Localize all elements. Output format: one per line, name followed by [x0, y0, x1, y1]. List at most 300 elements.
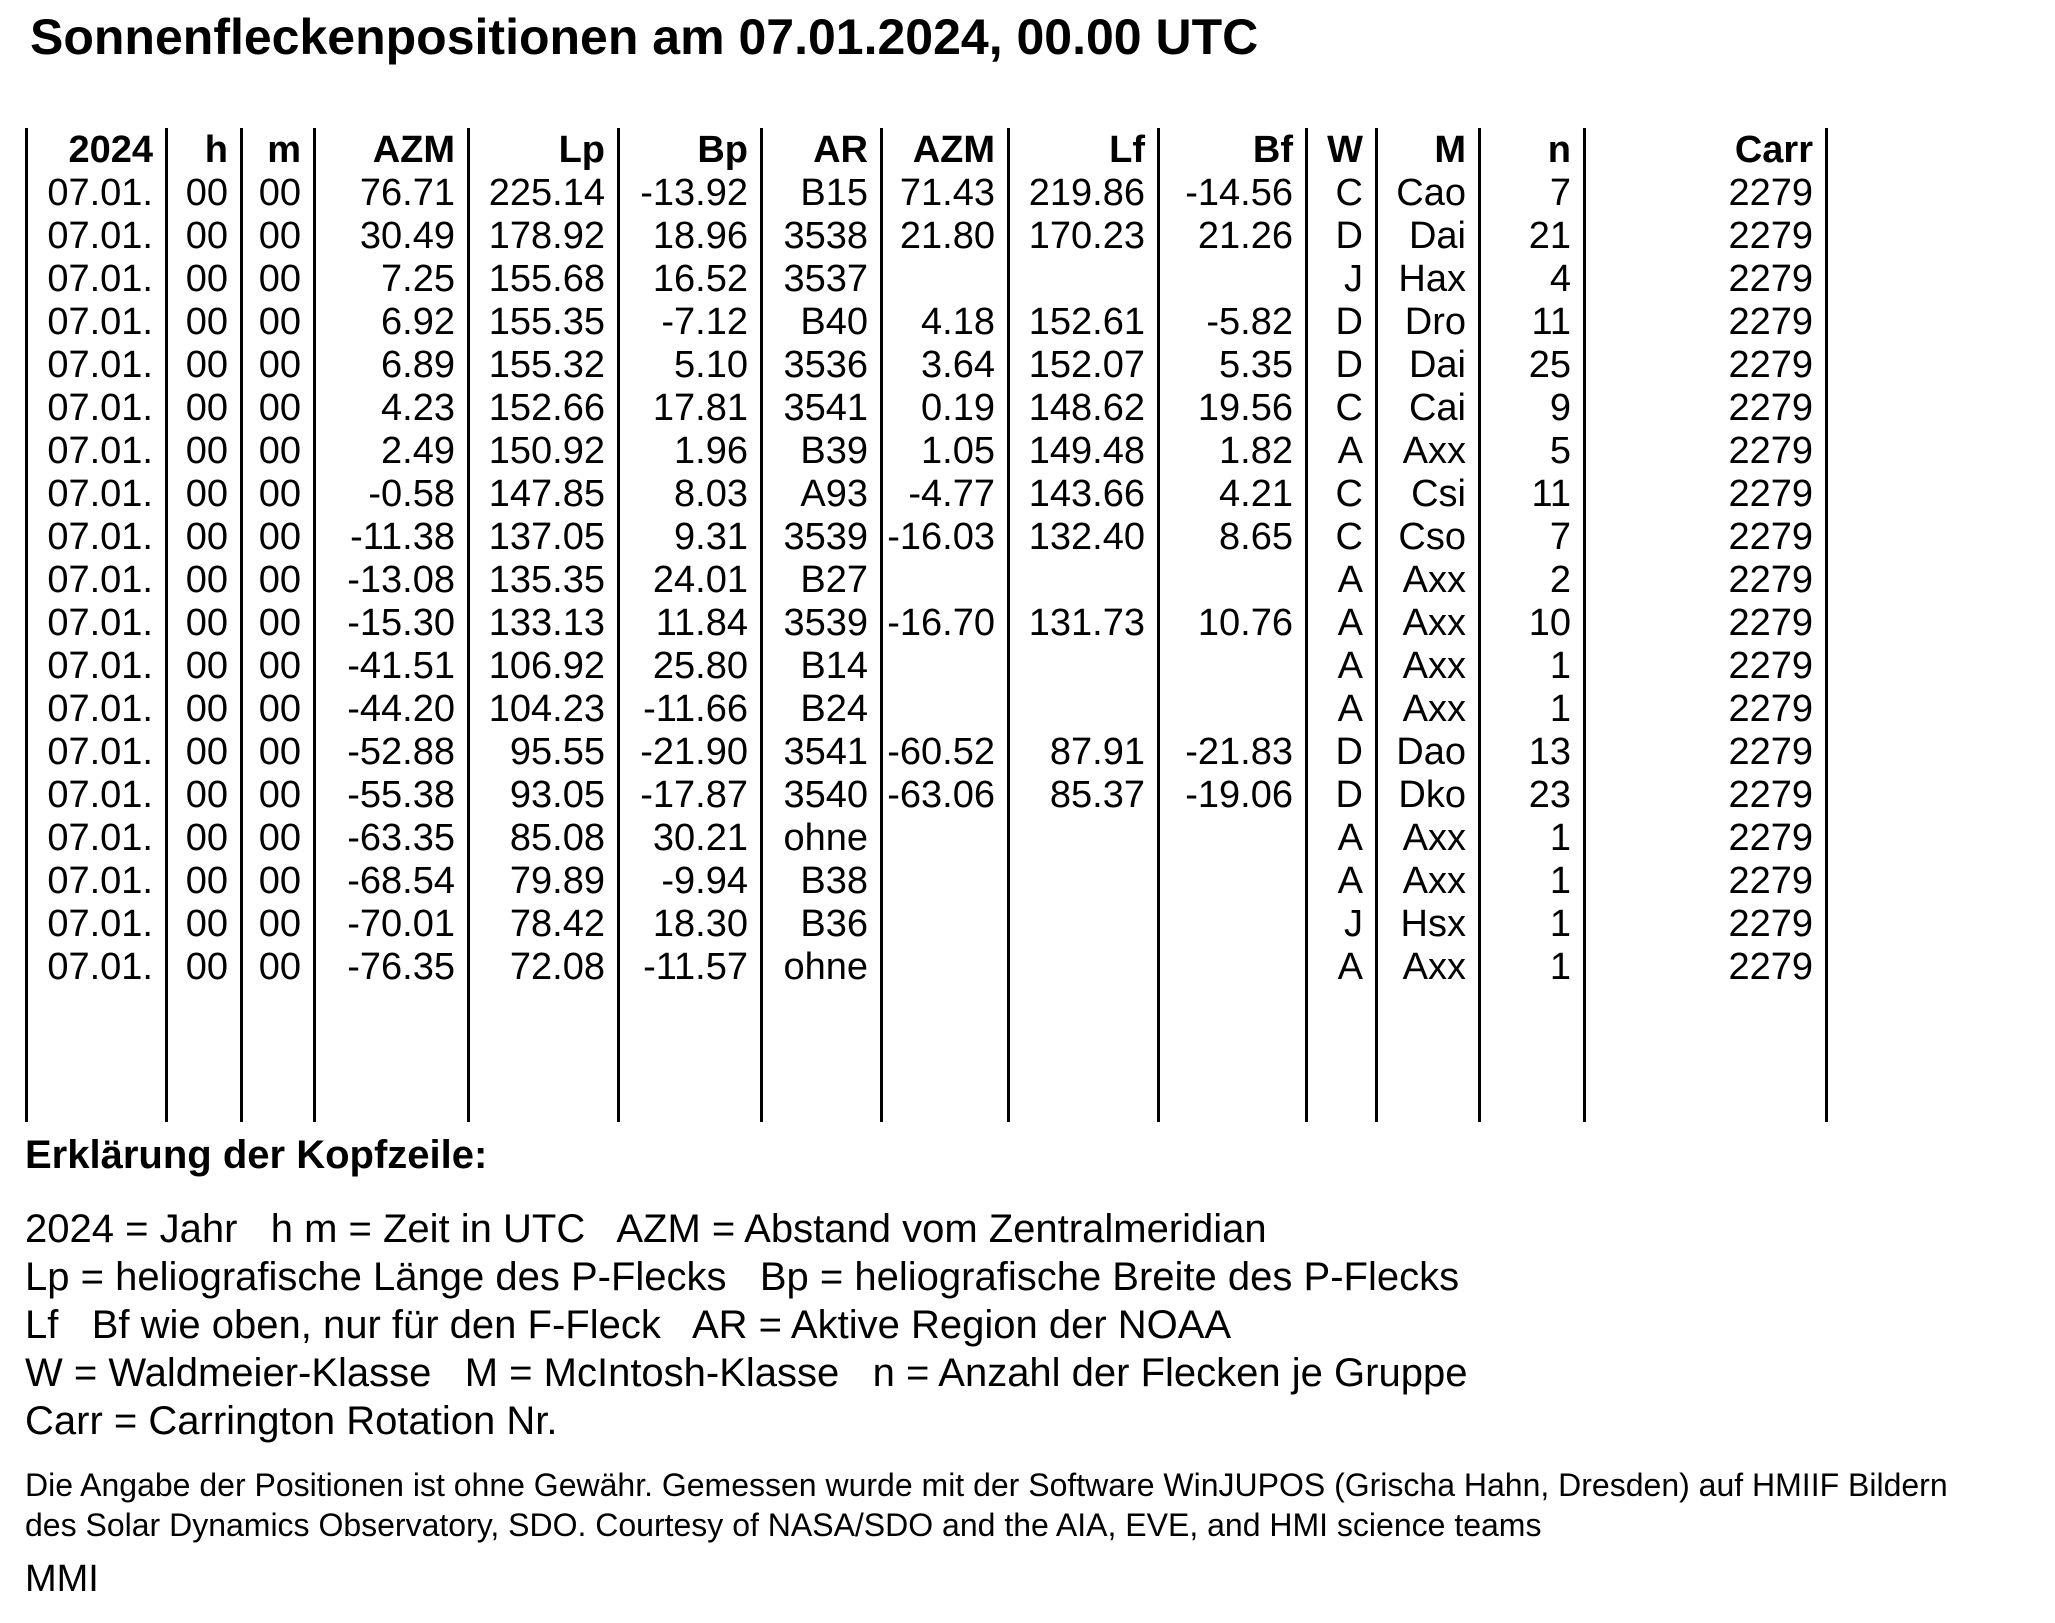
table-cell: 1: [1480, 903, 1585, 946]
table-cell: 00: [167, 946, 242, 989]
table-cell: 148.62: [1009, 387, 1159, 430]
column-header-lf: Lf: [1009, 128, 1159, 172]
table-cell: 00: [242, 731, 315, 774]
table-cell: 00: [167, 516, 242, 559]
table-cell: 8.03: [619, 473, 762, 516]
table-cell: -44.20: [315, 688, 469, 731]
column-header-lp: Lp: [469, 128, 619, 172]
table-cell: -13.92: [619, 172, 762, 215]
table-cell: A: [1307, 817, 1377, 860]
table-cell: -15.30: [315, 602, 469, 645]
table-cell: 07.01.: [27, 344, 167, 387]
table-cell: Axx: [1377, 860, 1480, 903]
column-header-minute: m: [242, 128, 315, 172]
table-cell: -11.38: [315, 516, 469, 559]
table-row: [27, 731, 1827, 774]
table-cell: 2: [1480, 559, 1585, 602]
table-filler-cell: [167, 989, 242, 1122]
table-cell: B15: [762, 172, 882, 215]
table-cell: 1.05: [882, 430, 1009, 473]
table-cell: Axx: [1377, 645, 1480, 688]
table-row: [27, 688, 1827, 731]
table-cell: 85.37: [1009, 774, 1159, 817]
legend-heading: Erklärung der Kopfzeile:: [25, 1133, 488, 1177]
table-cell: D: [1307, 344, 1377, 387]
table-cell: 2279: [1585, 688, 1827, 731]
table-cell: 30.21: [619, 817, 762, 860]
table-cell: [882, 559, 1009, 602]
legend-line: 2024 = Jahr h m = Zeit in UTC AZM = Abstand vom Zentralmeridian: [25, 1207, 1267, 1251]
table-cell: 00: [242, 258, 315, 301]
table-cell: 00: [242, 215, 315, 258]
table-cell: [1159, 645, 1307, 688]
table-cell: A: [1307, 559, 1377, 602]
table-cell: 149.48: [1009, 430, 1159, 473]
table-cell: [1009, 258, 1159, 301]
table-cell: 6.89: [315, 344, 469, 387]
page-title: Sonnenfleckenpositionen am 07.01.2024, 00.00 UTC: [30, 9, 1259, 65]
table-cell: 71.43: [882, 172, 1009, 215]
table-row: [27, 903, 1827, 946]
table-cell: 00: [167, 301, 242, 344]
table-cell: -5.82: [1159, 301, 1307, 344]
table-cell: 00: [242, 387, 315, 430]
table-cell: [1009, 860, 1159, 903]
table-cell: Cai: [1377, 387, 1480, 430]
table-cell: D: [1307, 731, 1377, 774]
table-cell: 07.01.: [27, 946, 167, 989]
table-cell: 00: [242, 602, 315, 645]
table-cell: 152.61: [1009, 301, 1159, 344]
table-cell: 9.31: [619, 516, 762, 559]
table-cell: 5.10: [619, 344, 762, 387]
table-cell: C: [1307, 516, 1377, 559]
table-cell: 07.01.: [27, 516, 167, 559]
table-cell: 2279: [1585, 774, 1827, 817]
table-filler-row: [27, 989, 1827, 1122]
table-cell: 07.01.: [27, 387, 167, 430]
table-cell: 133.13: [469, 602, 619, 645]
table-cell: 00: [167, 559, 242, 602]
table-cell: -17.87: [619, 774, 762, 817]
legend-block: [25, 1205, 1467, 1445]
table-cell: 00: [242, 473, 315, 516]
table-cell: -76.35: [315, 946, 469, 989]
table-filler-cell: [242, 989, 315, 1122]
table-cell: 07.01.: [27, 559, 167, 602]
table-cell: 4.23: [315, 387, 469, 430]
table-row: [27, 602, 1827, 645]
table-cell: 21.26: [1159, 215, 1307, 258]
table-cell: 2279: [1585, 903, 1827, 946]
table-cell: [1009, 559, 1159, 602]
table-cell: 1.96: [619, 430, 762, 473]
table-header-row: [27, 128, 1827, 172]
table-cell: [1159, 817, 1307, 860]
table-cell: 155.35: [469, 301, 619, 344]
table-cell: 2279: [1585, 473, 1827, 516]
table-cell: Axx: [1377, 602, 1480, 645]
table-cell: [1009, 645, 1159, 688]
table-cell: 21.80: [882, 215, 1009, 258]
table-cell: Axx: [1377, 817, 1480, 860]
table-cell: -63.06: [882, 774, 1009, 817]
table-cell: [882, 946, 1009, 989]
table-cell: 10: [1480, 602, 1585, 645]
table-cell: 00: [242, 301, 315, 344]
table-cell: Axx: [1377, 946, 1480, 989]
legend-line: Carr = Carrington Rotation Nr.: [25, 1399, 558, 1443]
table-cell: [1009, 688, 1159, 731]
table-cell: A: [1307, 946, 1377, 989]
table-cell: 2279: [1585, 387, 1827, 430]
table-filler-cell: [469, 989, 619, 1122]
table-cell: -68.54: [315, 860, 469, 903]
table-cell: 00: [242, 559, 315, 602]
table-cell: 25: [1480, 344, 1585, 387]
table-cell: 07.01.: [27, 258, 167, 301]
table-cell: 143.66: [1009, 473, 1159, 516]
table-cell: 00: [242, 516, 315, 559]
table-cell: [1159, 688, 1307, 731]
legend-line: Lf Bf wie oben, nur für den F-Fleck AR = Aktive Region der NOAA: [25, 1303, 1232, 1347]
table-cell: 00: [167, 860, 242, 903]
table-cell: 3536: [762, 344, 882, 387]
table-cell: Dai: [1377, 344, 1480, 387]
table-row: [27, 172, 1827, 215]
table-cell: 07.01.: [27, 602, 167, 645]
table-cell: 2279: [1585, 215, 1827, 258]
table-cell: 7: [1480, 516, 1585, 559]
table-cell: ohne: [762, 817, 882, 860]
table-cell: 76.71: [315, 172, 469, 215]
table-cell: 30.49: [315, 215, 469, 258]
table-cell: 07.01.: [27, 645, 167, 688]
table-cell: 00: [167, 645, 242, 688]
table-cell: Axx: [1377, 559, 1480, 602]
column-header-carr: Carr: [1585, 128, 1827, 172]
table-cell: 2279: [1585, 301, 1827, 344]
table-cell: 2279: [1585, 430, 1827, 473]
table-cell: 25.80: [619, 645, 762, 688]
disclaimer-block: [25, 1465, 1948, 1545]
table-cell: 21: [1480, 215, 1585, 258]
sunspot-position-table: [25, 128, 1828, 1122]
table-cell: 3539: [762, 516, 882, 559]
table-cell: 3537: [762, 258, 882, 301]
table-cell: Dko: [1377, 774, 1480, 817]
table-cell: 24.01: [619, 559, 762, 602]
table-cell: 3540: [762, 774, 882, 817]
table-cell: [1009, 817, 1159, 860]
table-cell: 87.91: [1009, 731, 1159, 774]
table-cell: -11.57: [619, 946, 762, 989]
table-cell: B27: [762, 559, 882, 602]
table-filler-cell: [1009, 989, 1159, 1122]
table-cell: 00: [242, 774, 315, 817]
table-cell: 2279: [1585, 344, 1827, 387]
table-cell: 2279: [1585, 559, 1827, 602]
table-cell: 19.56: [1159, 387, 1307, 430]
table-cell: Hax: [1377, 258, 1480, 301]
table-row: [27, 559, 1827, 602]
table-cell: 170.23: [1009, 215, 1159, 258]
table-cell: 16.52: [619, 258, 762, 301]
table-cell: 2279: [1585, 645, 1827, 688]
table-cell: 3539: [762, 602, 882, 645]
table-cell: 00: [242, 860, 315, 903]
table-cell: -7.12: [619, 301, 762, 344]
column-header-m: M: [1377, 128, 1480, 172]
table-cell: 00: [167, 387, 242, 430]
table-cell: B24: [762, 688, 882, 731]
table-cell: [882, 645, 1009, 688]
column-header-azm-f: AZM: [882, 128, 1009, 172]
table-cell: 8.65: [1159, 516, 1307, 559]
table-cell: 2279: [1585, 817, 1827, 860]
table-cell: 07.01.: [27, 473, 167, 516]
column-header-year: 2024: [27, 128, 167, 172]
table-cell: 07.01.: [27, 215, 167, 258]
table-cell: -0.58: [315, 473, 469, 516]
table-cell: 00: [167, 602, 242, 645]
table-cell: 00: [242, 946, 315, 989]
signature: MMI: [25, 1558, 99, 1600]
table-cell: -14.56: [1159, 172, 1307, 215]
table-cell: 00: [167, 344, 242, 387]
table-filler-cell: [882, 989, 1009, 1122]
table-body: [27, 172, 1827, 1122]
column-header-hour: h: [167, 128, 242, 172]
table-cell: 00: [242, 903, 315, 946]
table-cell: 3541: [762, 731, 882, 774]
table-cell: 150.92: [469, 430, 619, 473]
table-cell: -55.38: [315, 774, 469, 817]
table-cell: 131.73: [1009, 602, 1159, 645]
table-cell: 07.01.: [27, 860, 167, 903]
table-cell: [1159, 258, 1307, 301]
table-row: [27, 774, 1827, 817]
table-cell: A: [1307, 860, 1377, 903]
table-cell: B14: [762, 645, 882, 688]
table-cell: Dao: [1377, 731, 1480, 774]
table-cell: 155.68: [469, 258, 619, 301]
table-cell: 00: [242, 645, 315, 688]
table-cell: 00: [242, 817, 315, 860]
table-cell: 1: [1480, 946, 1585, 989]
table-cell: 78.42: [469, 903, 619, 946]
table-filler-cell: [762, 989, 882, 1122]
table-cell: [1159, 903, 1307, 946]
table-cell: B38: [762, 860, 882, 903]
table-cell: 07.01.: [27, 172, 167, 215]
table-filler-cell: [27, 989, 167, 1122]
table-row: [27, 516, 1827, 559]
table-cell: 00: [242, 172, 315, 215]
table-cell: 6.92: [315, 301, 469, 344]
table-cell: 11.84: [619, 602, 762, 645]
table-cell: C: [1307, 172, 1377, 215]
table-cell: 152.66: [469, 387, 619, 430]
legend-line: W = Waldmeier-Klasse M = McIntosh-Klasse n = Anzahl der Flecken je Gruppe: [25, 1351, 1468, 1395]
table-cell: B40: [762, 301, 882, 344]
table-cell: 79.89: [469, 860, 619, 903]
table-cell: [1159, 946, 1307, 989]
table-cell: -70.01: [315, 903, 469, 946]
table-cell: 1: [1480, 860, 1585, 903]
table-cell: C: [1307, 473, 1377, 516]
table-cell: 13: [1480, 731, 1585, 774]
table-cell: 00: [242, 344, 315, 387]
table-cell: B36: [762, 903, 882, 946]
table-cell: 155.32: [469, 344, 619, 387]
table-cell: 00: [167, 430, 242, 473]
table-cell: 147.85: [469, 473, 619, 516]
table-cell: 95.55: [469, 731, 619, 774]
table-cell: 85.08: [469, 817, 619, 860]
table-cell: 106.92: [469, 645, 619, 688]
table-cell: 219.86: [1009, 172, 1159, 215]
table-cell: 2.49: [315, 430, 469, 473]
table-row: [27, 817, 1827, 860]
table-cell: -4.77: [882, 473, 1009, 516]
table-cell: 07.01.: [27, 301, 167, 344]
table-cell: Dro: [1377, 301, 1480, 344]
legend-line: Lp = heliografische Länge des P-Flecks Bp = heliografische Breite des P-Flecks: [25, 1255, 1460, 1299]
table-cell: -16.70: [882, 602, 1009, 645]
table-cell: D: [1307, 215, 1377, 258]
table-filler-cell: [315, 989, 469, 1122]
column-header-n: n: [1480, 128, 1585, 172]
table-cell: 5: [1480, 430, 1585, 473]
table-row: [27, 387, 1827, 430]
table-cell: 3538: [762, 215, 882, 258]
column-header-azm-p: AZM: [315, 128, 469, 172]
table-cell: 9: [1480, 387, 1585, 430]
table-cell: Csi: [1377, 473, 1480, 516]
table-cell: 07.01.: [27, 817, 167, 860]
table-cell: 00: [167, 215, 242, 258]
table-cell: J: [1307, 903, 1377, 946]
table-cell: -11.66: [619, 688, 762, 731]
table-cell: 5.35: [1159, 344, 1307, 387]
table-cell: 7.25: [315, 258, 469, 301]
table-cell: 07.01.: [27, 903, 167, 946]
column-header-w: W: [1307, 128, 1377, 172]
table-cell: 2279: [1585, 172, 1827, 215]
table-cell: 1.82: [1159, 430, 1307, 473]
table-cell: 17.81: [619, 387, 762, 430]
table-cell: 11: [1480, 301, 1585, 344]
table-cell: -9.94: [619, 860, 762, 903]
table-cell: 2279: [1585, 516, 1827, 559]
table-cell: -13.08: [315, 559, 469, 602]
table-cell: 23: [1480, 774, 1585, 817]
table-cell: 1: [1480, 817, 1585, 860]
table-filler-cell: [1480, 989, 1585, 1122]
table-cell: 3541: [762, 387, 882, 430]
table-cell: 18.96: [619, 215, 762, 258]
disclaimer-line: des Solar Dynamics Observatory, SDO. Courtesy of NASA/SDO and the AIA, EVE, and HMI science teams: [25, 1507, 1542, 1543]
table-cell: 00: [167, 258, 242, 301]
table-cell: J: [1307, 258, 1377, 301]
table-cell: 10.76: [1159, 602, 1307, 645]
table-row: [27, 946, 1827, 989]
table-cell: 00: [167, 473, 242, 516]
table-cell: D: [1307, 774, 1377, 817]
table-cell: Cao: [1377, 172, 1480, 215]
table-cell: [1009, 903, 1159, 946]
table-cell: 135.35: [469, 559, 619, 602]
table-cell: 3.64: [882, 344, 1009, 387]
table-cell: -63.35: [315, 817, 469, 860]
table-cell: Axx: [1377, 688, 1480, 731]
table-cell: 152.07: [1009, 344, 1159, 387]
table-filler-cell: [1585, 989, 1827, 1122]
table-cell: 2279: [1585, 860, 1827, 903]
column-header-ar: AR: [762, 128, 882, 172]
table-cell: -16.03: [882, 516, 1009, 559]
disclaimer-line: Die Angabe der Positionen ist ohne Gewähr. Gemessen wurde mit der Software WinJUPOS (Grischa Hahn, Dresden) auf HMIIF Bildern: [25, 1467, 1948, 1503]
table-row: [27, 258, 1827, 301]
table-row: [27, 860, 1827, 903]
table-cell: 07.01.: [27, 731, 167, 774]
table-cell: 4.21: [1159, 473, 1307, 516]
table-cell: B39: [762, 430, 882, 473]
table-cell: Hsx: [1377, 903, 1480, 946]
table-cell: 00: [167, 731, 242, 774]
table-cell: -21.90: [619, 731, 762, 774]
table-cell: 137.05: [469, 516, 619, 559]
table-cell: 225.14: [469, 172, 619, 215]
table-cell: [882, 258, 1009, 301]
table-cell: 7: [1480, 172, 1585, 215]
table-cell: 00: [242, 430, 315, 473]
table-row: [27, 645, 1827, 688]
table-cell: 00: [167, 817, 242, 860]
table-cell: Dai: [1377, 215, 1480, 258]
table-cell: 178.92: [469, 215, 619, 258]
table-cell: [1009, 946, 1159, 989]
table-cell: 4.18: [882, 301, 1009, 344]
table-filler-cell: [1159, 989, 1307, 1122]
table-cell: A: [1307, 602, 1377, 645]
table-row: [27, 215, 1827, 258]
table-cell: -52.88: [315, 731, 469, 774]
table-header: [27, 128, 1827, 172]
table-cell: 00: [167, 688, 242, 731]
column-header-bp: Bp: [619, 128, 762, 172]
table-cell: 11: [1480, 473, 1585, 516]
table-filler-cell: [1307, 989, 1377, 1122]
table-cell: -19.06: [1159, 774, 1307, 817]
table-cell: [882, 817, 1009, 860]
table-cell: D: [1307, 301, 1377, 344]
table-cell: 0.19: [882, 387, 1009, 430]
table-row: [27, 430, 1827, 473]
table-cell: 00: [167, 172, 242, 215]
table-cell: 00: [167, 774, 242, 817]
table-cell: Axx: [1377, 430, 1480, 473]
table-cell: 1: [1480, 645, 1585, 688]
table-row: [27, 344, 1827, 387]
table-cell: 132.40: [1009, 516, 1159, 559]
table-cell: A: [1307, 645, 1377, 688]
table-cell: 00: [242, 688, 315, 731]
table-cell: A: [1307, 430, 1377, 473]
table-cell: -41.51: [315, 645, 469, 688]
table-cell: -21.83: [1159, 731, 1307, 774]
